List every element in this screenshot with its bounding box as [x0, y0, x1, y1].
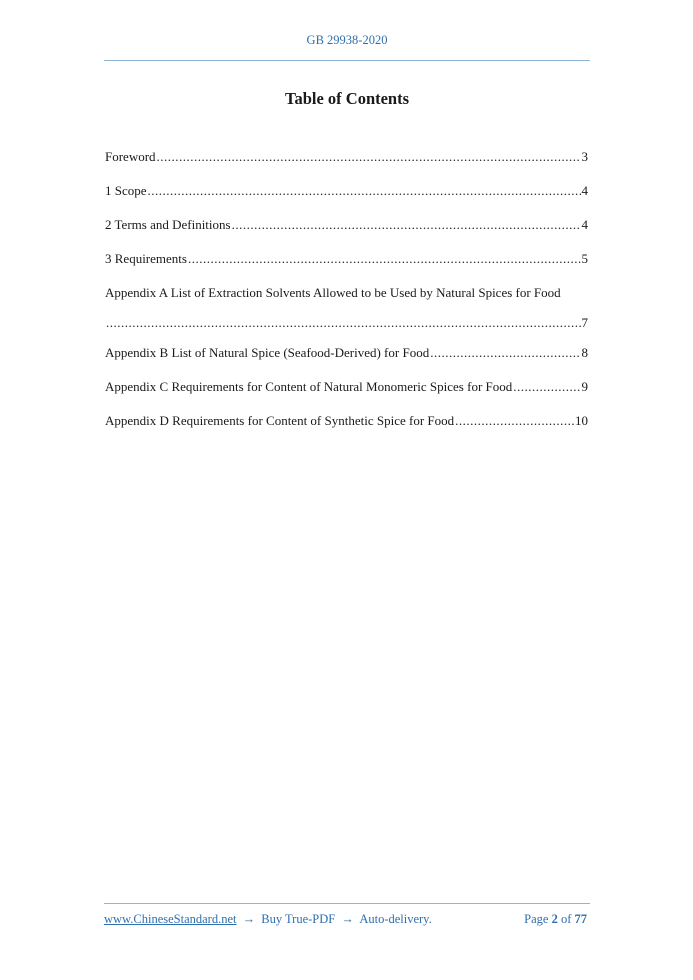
toc-entry-label: Appendix C Requirements for Content of Natural Monomeric Spices for Food: [105, 379, 513, 394]
toc-entry-page: 8: [581, 345, 588, 360]
toc-entry-appendix-b[interactable]: [105, 344, 588, 378]
dot-leader: [430, 344, 580, 362]
footer-promo: [104, 912, 432, 927]
dot-leader: [188, 250, 581, 268]
dot-leader: [513, 378, 580, 396]
dot-leader: [148, 182, 581, 200]
toc-entry-label: 1 Scope: [105, 183, 147, 198]
page-footer: [104, 912, 587, 927]
toc-entry-requirements[interactable]: [105, 250, 588, 284]
dot-leader: [232, 216, 581, 234]
dot-leader: [106, 314, 581, 332]
arrow-right-icon: →: [341, 912, 354, 926]
toc-entry-page: 5: [581, 251, 588, 266]
page-label: Page: [524, 912, 549, 926]
toc-entry-page: 4: [581, 217, 588, 232]
toc-entry-terms[interactable]: [105, 216, 588, 250]
toc-entry-label: 3 Requirements: [105, 251, 187, 266]
dot-leader: [455, 412, 574, 430]
toc-entry-appendix-c[interactable]: [105, 378, 588, 412]
page-indicator: [524, 912, 587, 927]
dot-leader: [157, 148, 581, 166]
toc-entry-label: Appendix A List of Extraction Solvents Allowed to be Used by Natural Spices for Food: [105, 285, 561, 300]
toc-entry-label: Foreword: [105, 149, 156, 164]
toc-entry-page: 4: [581, 183, 588, 198]
website-link[interactable]: www.ChineseStandard.net: [104, 912, 237, 926]
page-current: 2: [551, 912, 558, 926]
toc-list: [105, 148, 588, 446]
arrow-right-icon: →: [242, 912, 256, 926]
toc-entry-label: 2 Terms and Definitions: [105, 217, 231, 232]
toc-entry-label: Appendix D Requirements for Content of Synthetic Spice for Food: [105, 413, 455, 428]
toc-entry-page: 3: [581, 149, 588, 164]
toc-entry-label: Appendix B List of Natural Spice (Seafood-Derived) for Food: [105, 345, 430, 360]
footer-divider: [104, 903, 590, 904]
toc-entry-appendix-d[interactable]: [105, 412, 588, 446]
page-of: of: [560, 912, 572, 926]
document-code-header: GB 29938-2020: [306, 33, 388, 47]
toc-entry-appendix-a[interactable]: [105, 284, 588, 344]
toc-entry-page: 10: [575, 413, 588, 428]
buy-pdf-text: Buy True-PDF: [261, 912, 336, 926]
header-divider: [104, 60, 590, 61]
toc-entry-page: 9: [581, 379, 588, 394]
page-total: 77: [574, 912, 587, 926]
toc-entry-page: 7: [581, 315, 588, 330]
toc-entry-foreword[interactable]: [105, 148, 588, 182]
toc-title: Table of Contents: [284, 89, 410, 108]
toc-entry-scope[interactable]: [105, 182, 588, 216]
delivery-text: Auto-delivery.: [359, 912, 432, 926]
